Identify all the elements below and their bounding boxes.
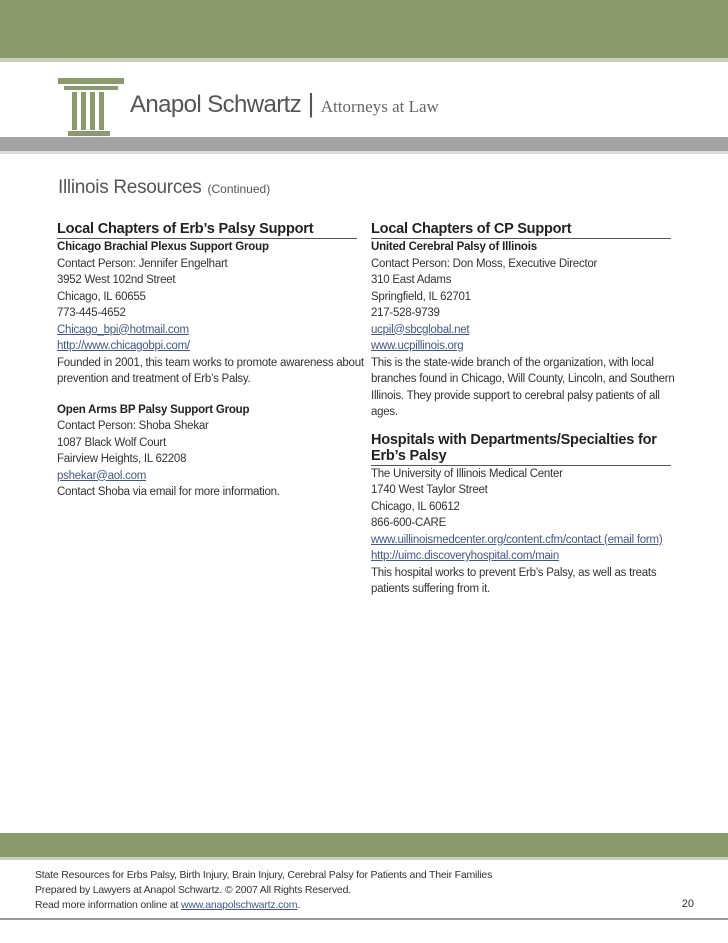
description-line: prevention and treatment of Erb’s Palsy. bbox=[57, 373, 251, 385]
website-link[interactable]: www.uillinoismedcenter.org/content.cfm/contact (email form) bbox=[371, 533, 663, 546]
gray-band bbox=[0, 137, 728, 151]
hospitals-heading-line1: Hospitals with Departments/Specialties for bbox=[371, 431, 657, 448]
contact-person: Contact Person: Jennifer Engelhart bbox=[57, 257, 228, 270]
phone: 773-445-4652 bbox=[57, 307, 126, 319]
description-line: ages. bbox=[371, 406, 398, 418]
footer-line: Prepared by Lawyers at Anapol Schwartz. © 2007 All Rights Reserved. bbox=[35, 884, 351, 896]
column-logo-icon bbox=[58, 78, 124, 136]
brand-name: Anapol Schwartz bbox=[130, 91, 302, 118]
hospitals-heading-line2: Erb’s Palsy bbox=[371, 447, 447, 464]
hospital-name: The University of Illinois Medical Center bbox=[371, 467, 563, 480]
footer-period: . bbox=[297, 899, 301, 911]
section-heading-hospitals bbox=[371, 432, 671, 466]
page-title-main: Illinois Resources bbox=[58, 177, 202, 198]
email-link[interactable]: ucpil@sbcglobal.net bbox=[371, 323, 470, 336]
page-number: 20 bbox=[681, 898, 694, 910]
address-line: 3952 West 102nd Street bbox=[57, 274, 176, 286]
brand-tagline: Attorneys at Law bbox=[320, 97, 439, 116]
note: Contact Shoba via email for more information. bbox=[57, 486, 280, 498]
org-name: Open Arms BP Palsy Support Group bbox=[57, 403, 250, 416]
left-column bbox=[57, 221, 364, 501]
gray-band-edge bbox=[0, 151, 728, 154]
email-link[interactable]: pshekar@aol.com bbox=[57, 469, 147, 482]
website-link[interactable]: http://www.chicagobpi.com/ bbox=[57, 340, 190, 352]
email-link[interactable]: Chicago_bpi@hotmail.com bbox=[57, 323, 189, 336]
phone: 217-528-9739 bbox=[371, 307, 440, 319]
description-line: branches found in Chicago, Will County, Lincoln, and Southern bbox=[371, 373, 675, 385]
address-line: Chicago, IL 60655 bbox=[57, 290, 146, 303]
footer-text bbox=[35, 868, 492, 913]
footer-line: Read more information online at bbox=[35, 899, 181, 911]
address-line: 1087 Black Wolf Court bbox=[57, 436, 166, 449]
org-name: United Cerebral Palsy of Illinois bbox=[371, 241, 537, 253]
brand bbox=[130, 88, 439, 119]
description-line: This hospital works to prevent Erb’s Palsy, as well as treats bbox=[371, 566, 657, 579]
brand-separator: | bbox=[307, 88, 315, 118]
page-title bbox=[58, 177, 270, 199]
website-link[interactable]: www.ucpillinois.org bbox=[371, 340, 464, 352]
right-column bbox=[371, 221, 675, 598]
address-line: Springfield, IL 62701 bbox=[371, 290, 471, 303]
contact-person: Contact Person: Shoba Shekar bbox=[57, 420, 209, 432]
description-line: This is the state-wide branch of the organization, with local bbox=[371, 356, 654, 369]
org-name: Chicago Brachial Plexus Support Group bbox=[57, 241, 269, 253]
phone: 866-600-CARE bbox=[371, 517, 446, 529]
header-band-edge bbox=[0, 58, 728, 62]
page-title-sub: (Continued) bbox=[207, 182, 271, 196]
section-heading-cp-support: Local Chapters of CP Support bbox=[371, 221, 671, 239]
footer-band bbox=[0, 833, 728, 857]
contact-person: Contact Person: Don Moss, Executive Director bbox=[371, 257, 598, 270]
address-line: Fairview Heights, IL 62208 bbox=[57, 453, 187, 465]
description-line: Illinois. They provide support to cerebral palsy patients of all bbox=[371, 389, 660, 402]
address-line: Chicago, IL 60612 bbox=[371, 500, 460, 513]
website-link[interactable]: http://uimc.discoveryhospital.com/main bbox=[371, 550, 559, 562]
section-heading-erbs-support: Local Chapters of Erb’s Palsy Support bbox=[57, 221, 357, 239]
footer-line: State Resources for Erbs Palsy, Birth Injury, Brain Injury, Cerebral Palsy for Patients and Their Families bbox=[35, 869, 493, 881]
header-band bbox=[0, 0, 728, 58]
description-line: Founded in 2001, this team works to promote awareness about bbox=[57, 356, 364, 369]
footer-website-link[interactable]: www.anapolschwartz.com bbox=[180, 899, 298, 911]
footer-divider bbox=[0, 918, 728, 920]
description-line: patients suffering from it. bbox=[371, 583, 490, 595]
address-line: 1740 West Taylor Street bbox=[371, 484, 488, 496]
address-line: 310 East Adams bbox=[371, 274, 452, 286]
footer-band-edge bbox=[0, 857, 728, 860]
